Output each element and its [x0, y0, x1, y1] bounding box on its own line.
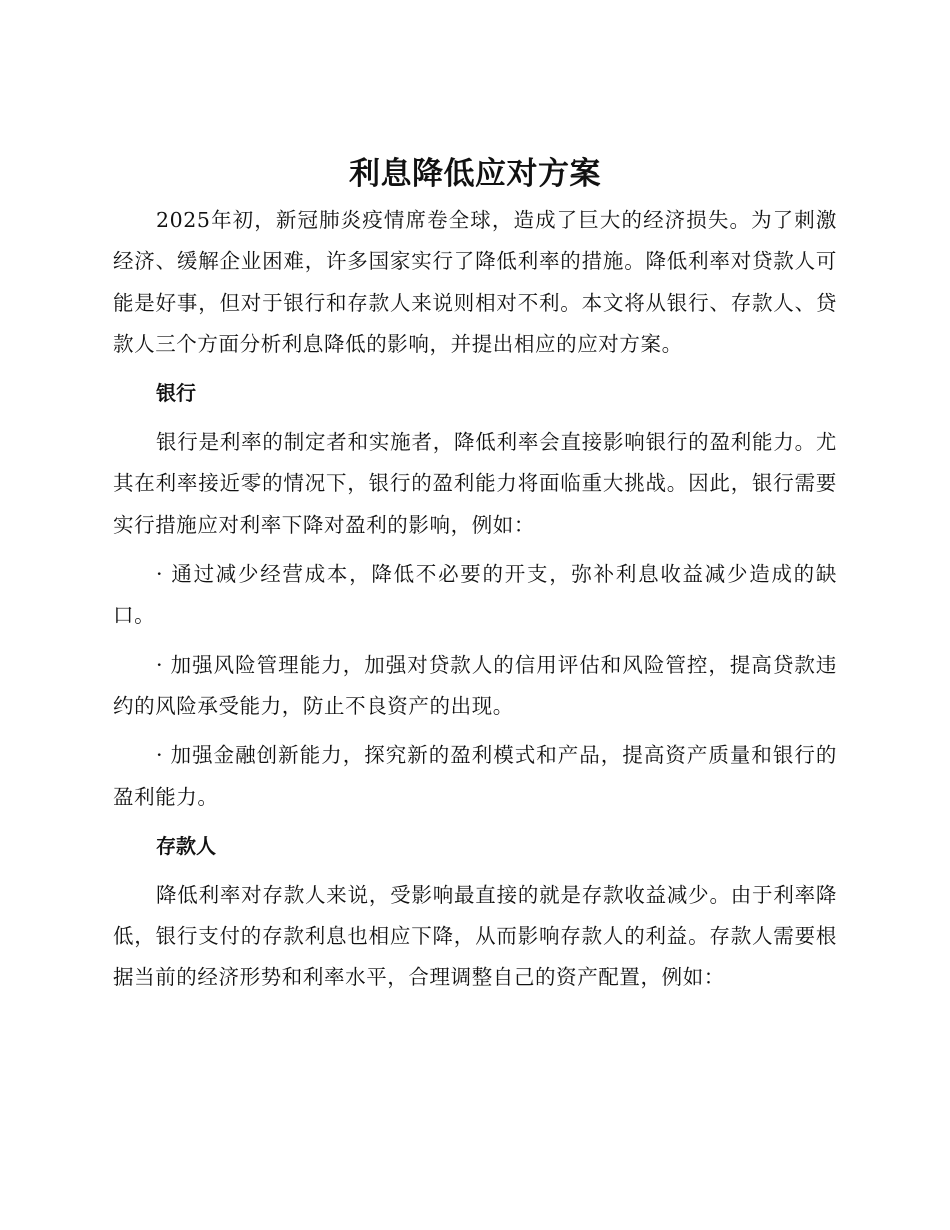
section-heading-bank: 银行: [156, 381, 196, 406]
document-content: [113, 148, 837, 999]
section-depositor-paragraph: 降低利率对存款人来说，受影响最直接的就是存款收益减少。由于利率降低，银行支付的存款利息也相应下降，从而影响存款人的利益。存款人需要根据当前的经济形势和利率水平，合理调整自己的资产配置，例如：: [113, 882, 837, 990]
spacer: [113, 546, 837, 554]
spacer: [113, 414, 837, 422]
spacer: [113, 818, 837, 826]
bullet-item-cost: · 通过减少经营成本，降低不必要的开支，弥补利息收益减少造成的缺口。: [113, 562, 837, 628]
section-bank-paragraph: 银行是利率的制定者和实施者，降低利率会直接影响银行的盈利能力。尤其在利率接近零的情况下，银行的盈利能力将面临重大挑战。因此，银行需要实行措施应对利率下降对盈利的影响，例如：: [113, 430, 837, 537]
spacer: [113, 727, 837, 735]
document-title: 利息降低应对方案: [349, 156, 601, 192]
bullet-item-risk: · 加强风险管理能力，加强对贷款人的信用评估和风险管控，提高贷款违约的风险承受能力，防止不良资产的出现。: [113, 652, 837, 718]
section-heading-depositor: 存款人: [156, 833, 216, 858]
bullet-item-innovation: · 加强金融创新能力，探究新的盈利模式和产品，提高资产质量和银行的盈利能力。: [113, 743, 837, 809]
spacer: [113, 867, 837, 875]
spacer: [113, 365, 837, 373]
spacer: [113, 637, 837, 645]
intro-paragraph: 2025年初，新冠肺炎疫情席卷全球，造成了巨大的经济损失。为了刺激经济、缓解企业困难，许多国家实行了降低利率的措施。降低利率对贷款人可能是好事，但对于银行和存款人来说则相对不利。本文将从银行、存款人、贷款人三个方面分析利息降低的影响，并提出相应的应对方案。: [113, 208, 837, 356]
